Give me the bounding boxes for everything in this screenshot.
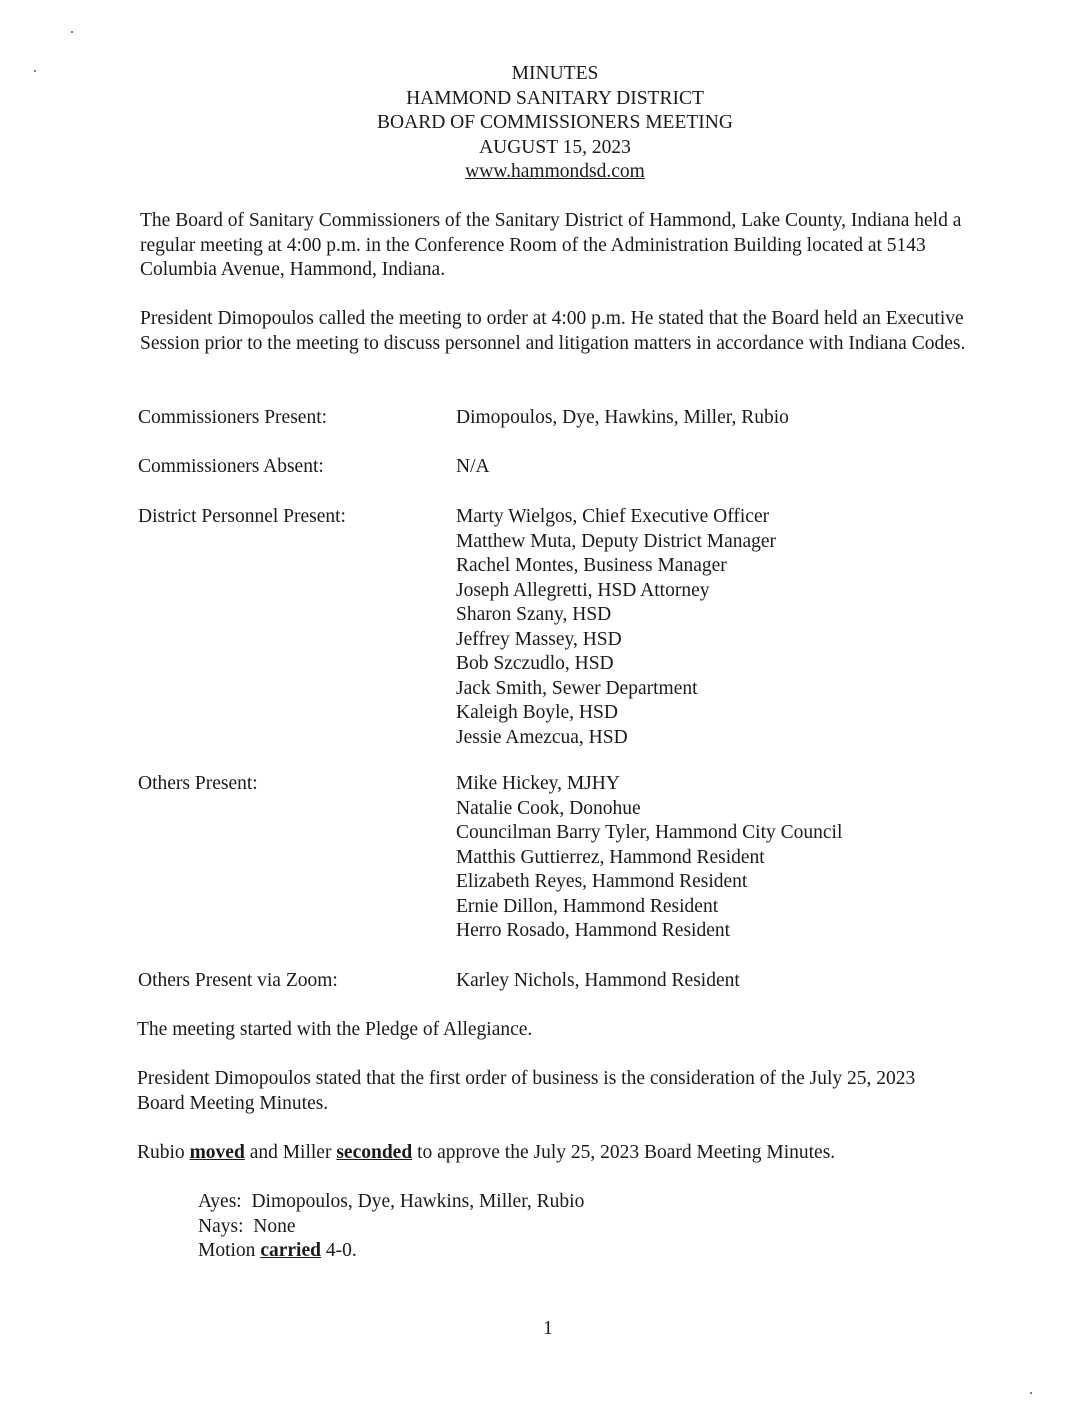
name-entry: Kaleigh Boyle, HSD xyxy=(456,702,618,723)
name-entry: Herro Rosado, Hammond Resident xyxy=(456,920,731,941)
name-entry: Jeffrey Massey, HSD xyxy=(456,628,622,650)
header-date: AUGUST 15, 2023 xyxy=(479,136,631,158)
header-website-link[interactable]: www.hammondsd.com xyxy=(465,161,645,182)
call-to-order-paragraph: President Dimopoulos called the meeting to order at 4:00 p.m. He stated that the Board held an Executive Session prior to the meeting to discuss personnel and litigation matters in accordance with Indiana Codes. xyxy=(140,308,966,354)
scan-speck xyxy=(1030,1392,1032,1394)
commissioners-present-label: Commissioners Present: xyxy=(138,407,328,428)
vote-block xyxy=(198,1190,584,1264)
motion-text: to approve the July 25, 2023 Board Meeting Minutes. xyxy=(412,1142,836,1163)
district-personnel-label: District Personnel Present: xyxy=(138,506,346,527)
others-present-names xyxy=(456,772,842,944)
first-order-paragraph: President Dimopoulos stated that the first order of business is the consideration of the July 25, 2023 Board Meeting Minutes. xyxy=(137,1068,916,1114)
vote-ayes: Ayes: Dimopoulos, Dye, Hawkins, Miller, Rubio xyxy=(198,1191,585,1212)
document-header xyxy=(0,62,1088,185)
header-organization: HAMMOND SANITARY DISTRICT xyxy=(406,87,704,109)
carried-keyword: carried xyxy=(260,1240,321,1261)
name-entry: Sharon Szany, HSD xyxy=(456,604,612,625)
name-entry: Councilman Barry Tyler, Hammond City Council xyxy=(456,822,843,843)
name-entry: Matthew Muta, Deputy District Manager xyxy=(456,530,777,552)
vote-nays: Nays: None xyxy=(198,1215,296,1237)
commissioners-absent-label: Commissioners Absent: xyxy=(138,456,324,477)
motion-text: Rubio xyxy=(137,1142,190,1163)
scan-speck xyxy=(71,31,73,33)
others-zoom-names xyxy=(456,969,740,994)
name-entry: Rachel Montes, Business Manager xyxy=(456,555,727,576)
name-entry: Karley Nichols, Hammond Resident xyxy=(456,970,740,991)
vote-result-count: 4-0. xyxy=(320,1240,357,1261)
motion-paragraph xyxy=(137,1141,967,1166)
name-entry: Jack Smith, Sewer Department xyxy=(456,677,698,699)
motion-text: and Miller xyxy=(244,1142,337,1163)
vote-result-prefix: Motion xyxy=(198,1240,261,1261)
name-entry: Ernie Dillon, Hammond Resident xyxy=(456,895,719,917)
header-meeting: BOARD OF COMMISSIONERS MEETING xyxy=(377,112,733,133)
name-entry: Natalie Cook, Donohue xyxy=(456,797,641,819)
vote-result xyxy=(198,1239,584,1264)
header-title: MINUTES xyxy=(511,63,599,84)
page-number: 1 xyxy=(543,1318,553,1339)
name-entry: N/A xyxy=(456,456,490,477)
commissioners-present-names xyxy=(456,406,789,431)
seconded-keyword: seconded xyxy=(336,1142,413,1163)
name-entry: Elizabeth Reyes, Hammond Resident xyxy=(456,871,748,892)
name-entry: Jessie Amezcua, HSD xyxy=(456,726,628,748)
pledge-paragraph: The meeting started with the Pledge of Allegiance. xyxy=(137,1019,533,1040)
name-entry: Marty Wielgos, Chief Executive Officer xyxy=(456,506,770,527)
intro-paragraph: The Board of Sanitary Commissioners of the Sanitary District of Hammond, Lake County, Indiana held a regular meeting at 4:00 p.m. in the Conference Room of the Administration Building located at 5143 Columbia Avenue, Hammond, Indiana. xyxy=(140,210,962,280)
others-present-label: Others Present: xyxy=(138,773,258,794)
others-zoom-label: Others Present via Zoom: xyxy=(138,970,338,991)
district-personnel-names xyxy=(456,505,776,750)
commissioners-absent-names xyxy=(456,455,490,480)
name-entry: Mike Hickey, MJHY xyxy=(456,773,620,794)
name-entry: Dimopoulos, Dye, Hawkins, Miller, Rubio xyxy=(456,407,789,428)
name-entry: Joseph Allegretti, HSD Attorney xyxy=(456,579,710,601)
name-entry: Bob Szczudlo, HSD xyxy=(456,653,614,674)
name-entry: Matthis Guttierrez, Hammond Resident xyxy=(456,846,765,868)
moved-keyword: moved xyxy=(189,1142,245,1163)
